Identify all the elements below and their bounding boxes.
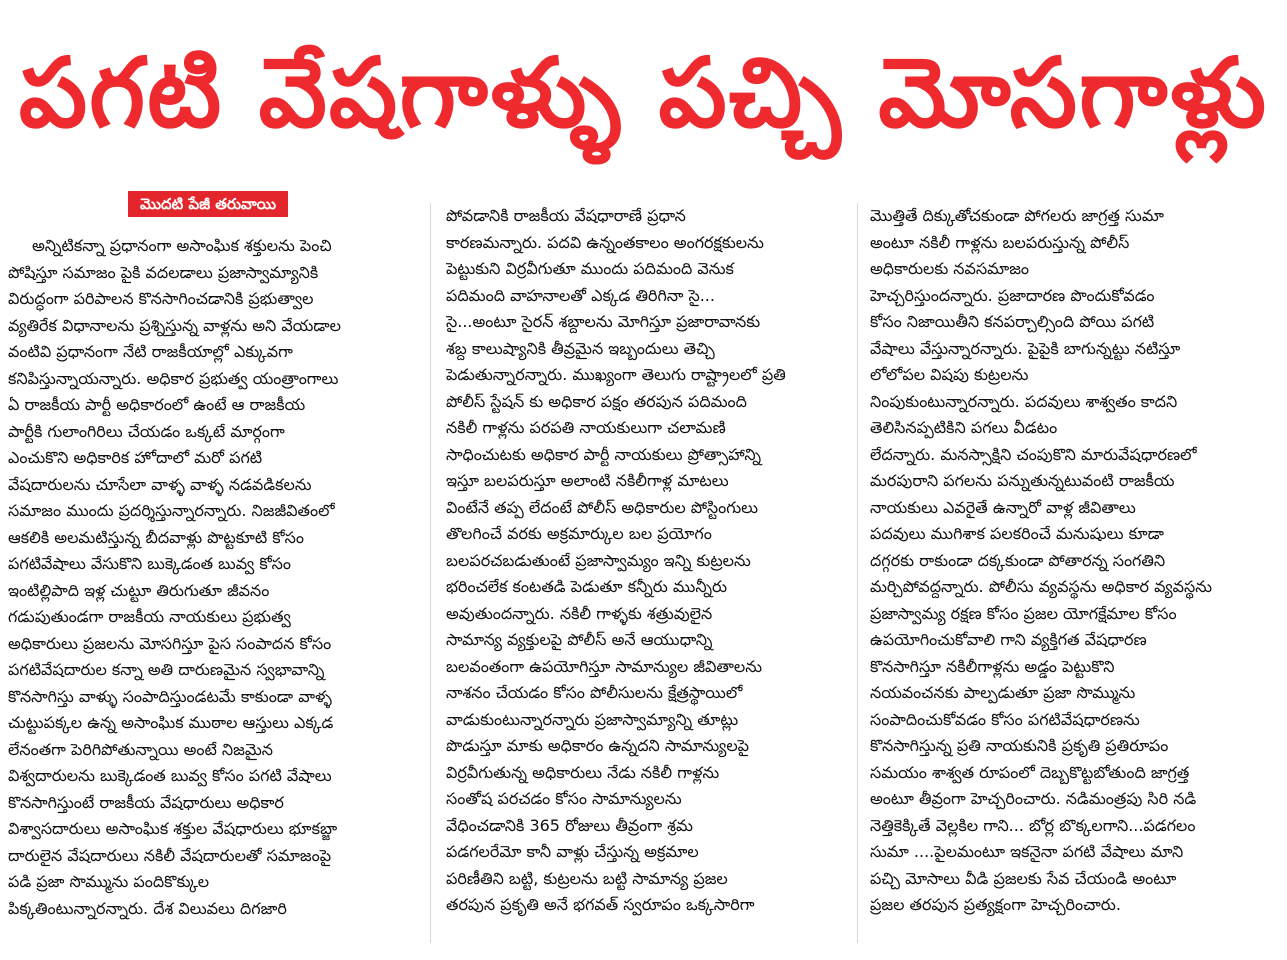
article-line: కనిపిస్తున్నాయన్నారు. అధికార ప్రభుత్వ యంత్రాంగాలు bbox=[8, 368, 339, 388]
article-line: ఆకలికి అలమటిస్తున్న బీదవాళ్లు పొట్టకూటి కోసం bbox=[8, 527, 304, 547]
column-divider bbox=[857, 203, 858, 943]
article-line: ఇంటిల్లిపాది ఇళ్ల చుట్టూ తిరుగుతూ జీవనం bbox=[8, 580, 270, 600]
article-line: విశ్వాసదారులు అసాంఘిక శక్తుల వేషధారులు భూకబ్జా bbox=[8, 819, 338, 838]
article-line: పోలీస్ స్టేషన్ కు అధికార పక్షం తరపున పదిమంది bbox=[446, 391, 747, 411]
article-line: సంతోష పరచడం కోసం సామాన్యులను bbox=[446, 789, 682, 808]
article-line: అవుతుందన్నారు. నకిలీ గాళ్ళకు శత్రువులైన bbox=[446, 603, 713, 623]
article-line: కొనసాగిస్తున్న ప్రతి నాయకునికి ప్రకృతి ప్రతిరూపం bbox=[870, 736, 1169, 755]
article-line: నాశనం చేయడం కోసం పోలీసులను క్షేత్రస్థాయిలో bbox=[446, 683, 743, 702]
article-line: ప్రజాస్వామ్య రక్షణ కోసం ప్రజల యోగక్షేమాల కోసం bbox=[870, 603, 1177, 623]
article-line: అన్నిటికన్నా ప్రధానంగా అసాంఘిక శక్తులను పెంచి bbox=[32, 236, 332, 255]
article-line: కోసం నిజాయితీని కనపర్చాల్సింది పోయి పగటి bbox=[870, 312, 1155, 331]
article-line: వింటేనే తప్ప లేదంటే పోలీస్ అధికారుల పోస్టింగులు bbox=[446, 497, 759, 517]
article-line: వేషదారులను చూసేలా వాళ్ళ వాళ్ళ నడవడికలను bbox=[8, 474, 312, 494]
article-line: ఏ రాజకీయ పార్టీ అధికారంలో ఉంటే ఆ రాజకీయ bbox=[8, 395, 306, 414]
article-line: సై...అంటూ సైరన్ శబ్దాలను మోగిస్తూ ప్రజారావానకు bbox=[446, 312, 761, 331]
article-line: సంపాదించుకోవడం కోసం పగటివేషధారణను bbox=[870, 709, 1140, 729]
article-line: పెడుతున్నారన్నారు. ముఖ్యంగా తెలుగు రాష్ట్రాలలో ప్రతి bbox=[446, 365, 786, 384]
article-line: పచ్చి మోసాలు వీడి ప్రజలకు సేవ చేయండి అంటూ bbox=[870, 868, 1177, 888]
article-line: కొనసాగిస్తు వాళ్ళు సంపాదిస్తుండటమే కాకుండా వాళ్ళ bbox=[8, 686, 332, 706]
headline-text: పగటి వేషగాళ్ళు పచ్చి మోసగాళ్లు bbox=[18, 37, 1269, 149]
article-line: పోషిస్తూ సమాజం పైకి వదలడాలు ప్రజాస్వామ్యానికి bbox=[8, 262, 319, 282]
article-line: వేధించడానికి 365 రోజులు తీవ్రంగా శ్రమ bbox=[446, 815, 693, 835]
article-line: దగ్గరకు రాకుండా దక్కకుండా పోతారన్న సంగతిని bbox=[870, 550, 1166, 570]
article-line: సామాన్య వ్యక్తులపై పోలీస్ అనే ఆయుధాన్ని bbox=[446, 630, 713, 649]
article-line: పొడుస్తూ మాకు అధికారం ఉన్నదని సామాన్యులపై bbox=[446, 736, 750, 755]
article-line: నయవంచనకు పాల్పడుతూ ప్రజా సొమ్మును bbox=[870, 683, 1136, 702]
article-line: చుట్టుపక్కల ఉన్న అసాంఘిక ముఠాల ఆస్తులు ఎక్కడ bbox=[8, 713, 334, 732]
article-line: విశ్వదారులను బుక్కెడంత బువ్వ కోసం పగటి వేషాలు bbox=[8, 766, 332, 785]
article-line: మొత్తితే దిక్కుతోచకుండా పోగలరు జాగ్రత్త సుమా bbox=[870, 206, 1164, 225]
article-column-1 bbox=[8, 233, 418, 922]
article-line: పదిమంది వాహనాలతో ఎక్కడ తిరిగినా సై... bbox=[446, 285, 715, 305]
continuation-label: మొదటి పేజీ తరువాయి bbox=[128, 191, 288, 217]
article-line: సమయం శాశ్వత రూపంలో దెబ్బకొట్టబోతుంది జాగ్రత్త bbox=[870, 762, 1190, 782]
article-line: వ్యతిరేక విధానాలను ప్రశ్నిస్తున్న వాళ్లను అని వేయడాల bbox=[8, 315, 341, 335]
article-line: బలపరచబడుతుంటే ప్రజాస్వామ్యం ఇన్ని కుట్రలను bbox=[446, 550, 751, 570]
article-line: అధికారులకు నవసమాజం bbox=[870, 259, 1030, 278]
article-line: నాయకులు ఎవరైతే ఉన్నారో వాళ్ల జీవితాలు bbox=[870, 497, 1136, 517]
article-line: అంటూ తీవ్రంగా హెచ్చరించారు. నడిమంత్రపు సిరి నడి bbox=[870, 789, 1197, 808]
article-line: కొనసాగిస్తుంటే రాజకీయ వేషధారులు అధికార bbox=[8, 792, 284, 812]
article-line: పదవులు ముగిశాక పలకరించే మనుషులు కూడా bbox=[870, 524, 1164, 543]
article-column-3 bbox=[870, 203, 1280, 919]
article-line: బలవంతంగా ఉపయోగిస్తూ సామాన్యుల జీవితాలను bbox=[446, 656, 762, 676]
article-line: వేషాలు వేస్తున్నారన్నారు. పైపైకి బాగున్నట్టు నటిస్తూ bbox=[870, 338, 1181, 358]
article-line: హెచ్చరిస్తుందన్నారు. ప్రజాదారణ పొందుకోవడం bbox=[870, 285, 1155, 305]
article-line: నకిలీ గాళ్లను పరపతి నాయకులుగా చలామణి bbox=[446, 418, 726, 437]
headline bbox=[0, 8, 1287, 178]
article-line: శబ్ద కాలుష్యానికి తీవ్రమైన ఇబ్బందులు తెచ్చి bbox=[446, 338, 715, 358]
article-line: కారణమన్నారు. పదవి ఉన్నంతకాలం అంగరక్షకులను bbox=[446, 232, 764, 252]
column-divider bbox=[430, 203, 431, 943]
article-line: నెత్తికెక్కితే వెల్లకిల గాని... బోర్ల బొక్కలగాని...పడగలం bbox=[870, 815, 1196, 835]
article-line: విర్రవీగుతున్న అధికారులు నేడు నకిలీ గాళ్లను bbox=[446, 762, 720, 782]
article-line: పెట్టుకుని విర్రవీగుతూ ముందు పదిమంది వెనుక bbox=[446, 259, 734, 278]
article-line: పడగలరేమో కానీ వాళ్లు చేస్తున్న అక్రమాల bbox=[446, 842, 699, 861]
article-line: మరపురాని పగలను పన్నుతున్నటువంటి రాజకీయ bbox=[870, 471, 1175, 490]
article-line: గడుపుతుండగా రాజకీయ నాయకులు ప్రభుత్వ bbox=[8, 607, 291, 626]
article-line: పడి ప్రజా సొమ్మును పందికొక్కుల bbox=[8, 872, 210, 891]
article-line: దారులైన వేషదారులు నకిలీ వేషదారులతో సమాజంపై bbox=[8, 845, 332, 865]
article-line: ఉపయోగించుకోవాలి గాని వ్యక్తిగత వేషధారణ bbox=[870, 630, 1147, 649]
article-line: పిక్కతింటున్నారన్నారు. దేశ విలువలు దిగజారి bbox=[8, 898, 287, 918]
article-line: పార్టీకి గులాంగిరిలు చేయడం ఒక్కటే మార్గంగా bbox=[8, 421, 285, 441]
article-line: పగటివేషాలు వేసుకొని బుక్కెడంత బువ్వ కోసం bbox=[8, 554, 292, 573]
article-line: మర్చిపోవద్దన్నారు. పోలీసు వ్యవస్థను అధికార వ్యవస్థను bbox=[870, 577, 1213, 596]
article-line: లోలోపల విషపు కుట్రలను bbox=[870, 365, 1029, 384]
article-line: పగటివేషదారుల కన్నా అతి దారుణమైన స్వభావాన్ని bbox=[8, 660, 325, 679]
article-line: ఎంచుకొని అధికారిక హోదాలో మరో పగటి bbox=[8, 448, 263, 467]
article-line: సాధించుటకు అధికార పార్టీ నాయకులు ప్రోత్సాహాన్ని bbox=[446, 444, 762, 464]
article-line: సుమా ....పైలమంటూ ఇకనైనా పగటి వేషాలు మాని bbox=[870, 842, 1184, 861]
article-line: ఇస్తూ బలపరుస్తూ అలాంటి నకిలీగాళ్ల మాటలు bbox=[446, 471, 729, 490]
article-line: లేనంతగా పెరిగిపోతున్నాయి అంటే నిజమైన bbox=[8, 739, 274, 759]
article-line: సమాజం ముందు ప్రదర్శిస్తున్నారన్నారు. నిజజీవితంలో bbox=[8, 501, 335, 520]
article-line: అధికారులు ప్రజలను మోసగిస్తూ పైస సంపాదన కోసం bbox=[8, 633, 332, 653]
article-line: లేదన్నారు. మనస్సాక్షిని చంపుకొని మారువేషధారణలో bbox=[870, 444, 1197, 464]
article-line: కొనసాగిస్తూ నకిలీగాళ్లను అడ్డం పెట్టుకొని bbox=[870, 656, 1115, 676]
article-line: తెలిసినప్పటికిని పగలు వీడటం bbox=[870, 418, 1058, 437]
article-line: వంటివి ప్రధానంగా నేటి రాజకీయాల్లో ఎక్కువగా bbox=[8, 342, 293, 361]
article-line: వాడుకుంటున్నారన్నారు ప్రజాస్వామ్యాన్ని తూట్లు bbox=[446, 709, 739, 729]
article-column-2 bbox=[446, 203, 841, 919]
article-line: అంటూ నకిలీ గాళ్లను బలపరుస్తున్న పోలీస్ bbox=[870, 232, 1130, 252]
article-line: పరిణీతిని బట్టి, కుట్రలను బట్టి సామాన్య ప్రజల bbox=[446, 868, 728, 888]
article-line: నింపుకుంటున్నారన్నారు. పదవులు శాశ్వతం కాదని bbox=[870, 391, 1178, 411]
article-line: భరించలేక కంటతడి పెడుతూ కన్నీరు మున్నీరు bbox=[446, 577, 728, 596]
article-line: తరపున ప్రకృతి అనే భగవత్ స్వరూపం ఒక్కసారిగా bbox=[446, 895, 755, 914]
article-line: పోవడానికి రాజకీయ వేషధారాణే ప్రధాన bbox=[446, 206, 686, 225]
article-line: విరుద్ధంగా పరిపాలన కొనసాగించడానికి ప్రభుత్వాల bbox=[8, 289, 314, 308]
article-line: తొలగించే వరకు అక్రమార్కుల బల ప్రయోగం bbox=[446, 524, 712, 543]
article-line: ప్రజల తరపున ప్రత్యక్షంగా హెచ్చరించారు. bbox=[870, 895, 1121, 914]
